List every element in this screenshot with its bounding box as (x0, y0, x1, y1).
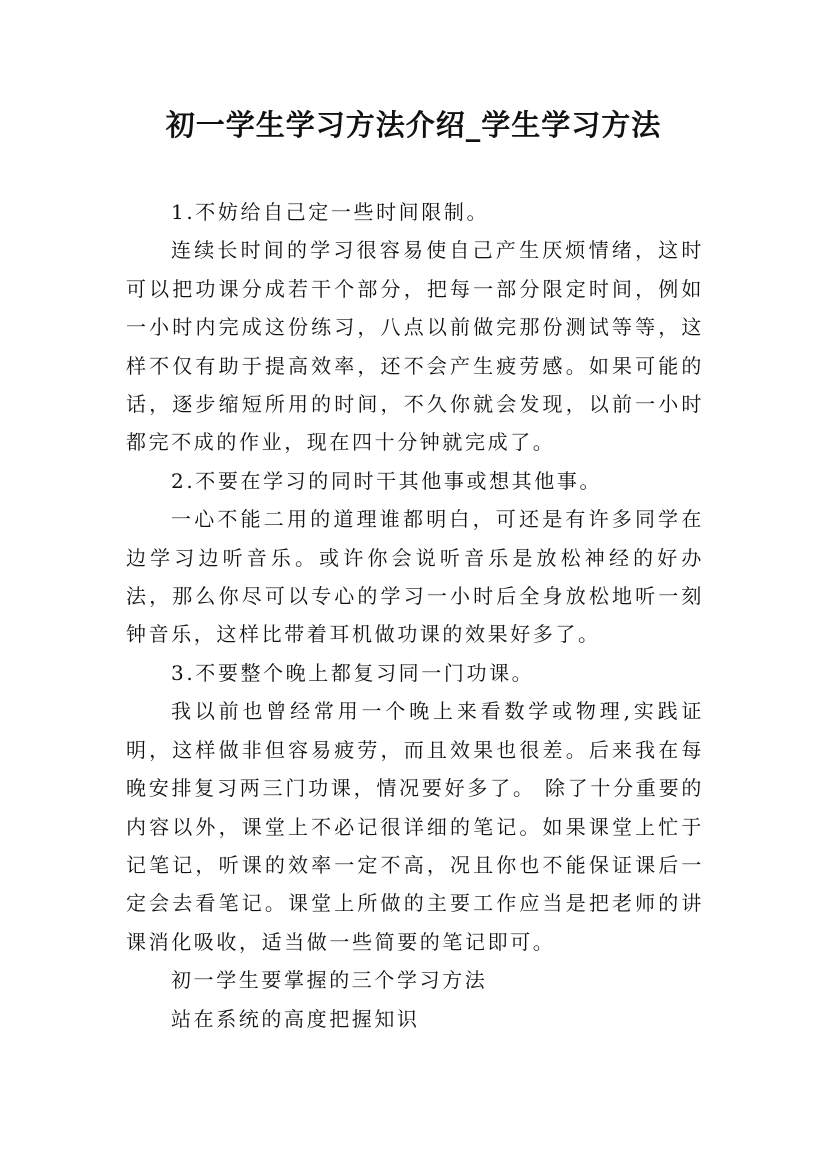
paragraph-tip-2-body: 一心不能二用的道理谁都明白，可还是有许多同学在边学习边听音乐。或许你会说听音乐是放松神经的好办法，那么你尽可以专心的学习一小时后全身放松地听一刻钟音乐，这样比带着耳机做功课的效果好多了。 (126, 507, 704, 647)
paragraph-tip-3-body: 我以前也曾经常用一个晚上来看数学或物理,实践证明，这样做非但容易疲劳，而且效果也很差。后来我在每晚安排复习两三门功课，情况要好多了。 除了十分重要的内容以外，课堂上不必记很详细的笔记。如果课堂上忙于记笔记，听课的效率一定不高，况且你也不能保证课后一定会去看笔记。课堂上所做的主要工作应当是把老师的讲课消化吸收，适当做一些简要的笔记即可。 (126, 699, 704, 954)
paragraph-tip-2-heading: 2.不要在学习的同时干其他事或想其他事。 (171, 468, 603, 493)
paragraph-method-1-heading: 站在系统的高度把握知识 (171, 1006, 420, 1031)
paragraph-tip-1-heading: 1.不妨给自己定一些时间限制。 (171, 200, 490, 224)
paragraph-section-heading: 初一学生要掌握的三个学习方法 (171, 968, 488, 993)
document-title: 初一学生学习方法介绍_学生学习方法 (165, 108, 662, 142)
paragraph-tip-1-body: 连续长时间的学习很容易使自己产生厌烦情绪，这时可以把功课分成若干个部分，把每一部分限定时间，例如一小时内完成这份练习，八点以前做完那份测试等等，这样不仅有助于提高效率，还不会产生疲劳感。如果可能的话，逐步缩短所用的时间，不久你就会发现，以前一小时都完不成的作业，现在四十分钟就完成了。 (126, 238, 704, 455)
paragraph-tip-3-heading: 3.不要整个晚上都复习同一门功课。 (171, 660, 535, 685)
document-body (126, 193, 704, 1038)
